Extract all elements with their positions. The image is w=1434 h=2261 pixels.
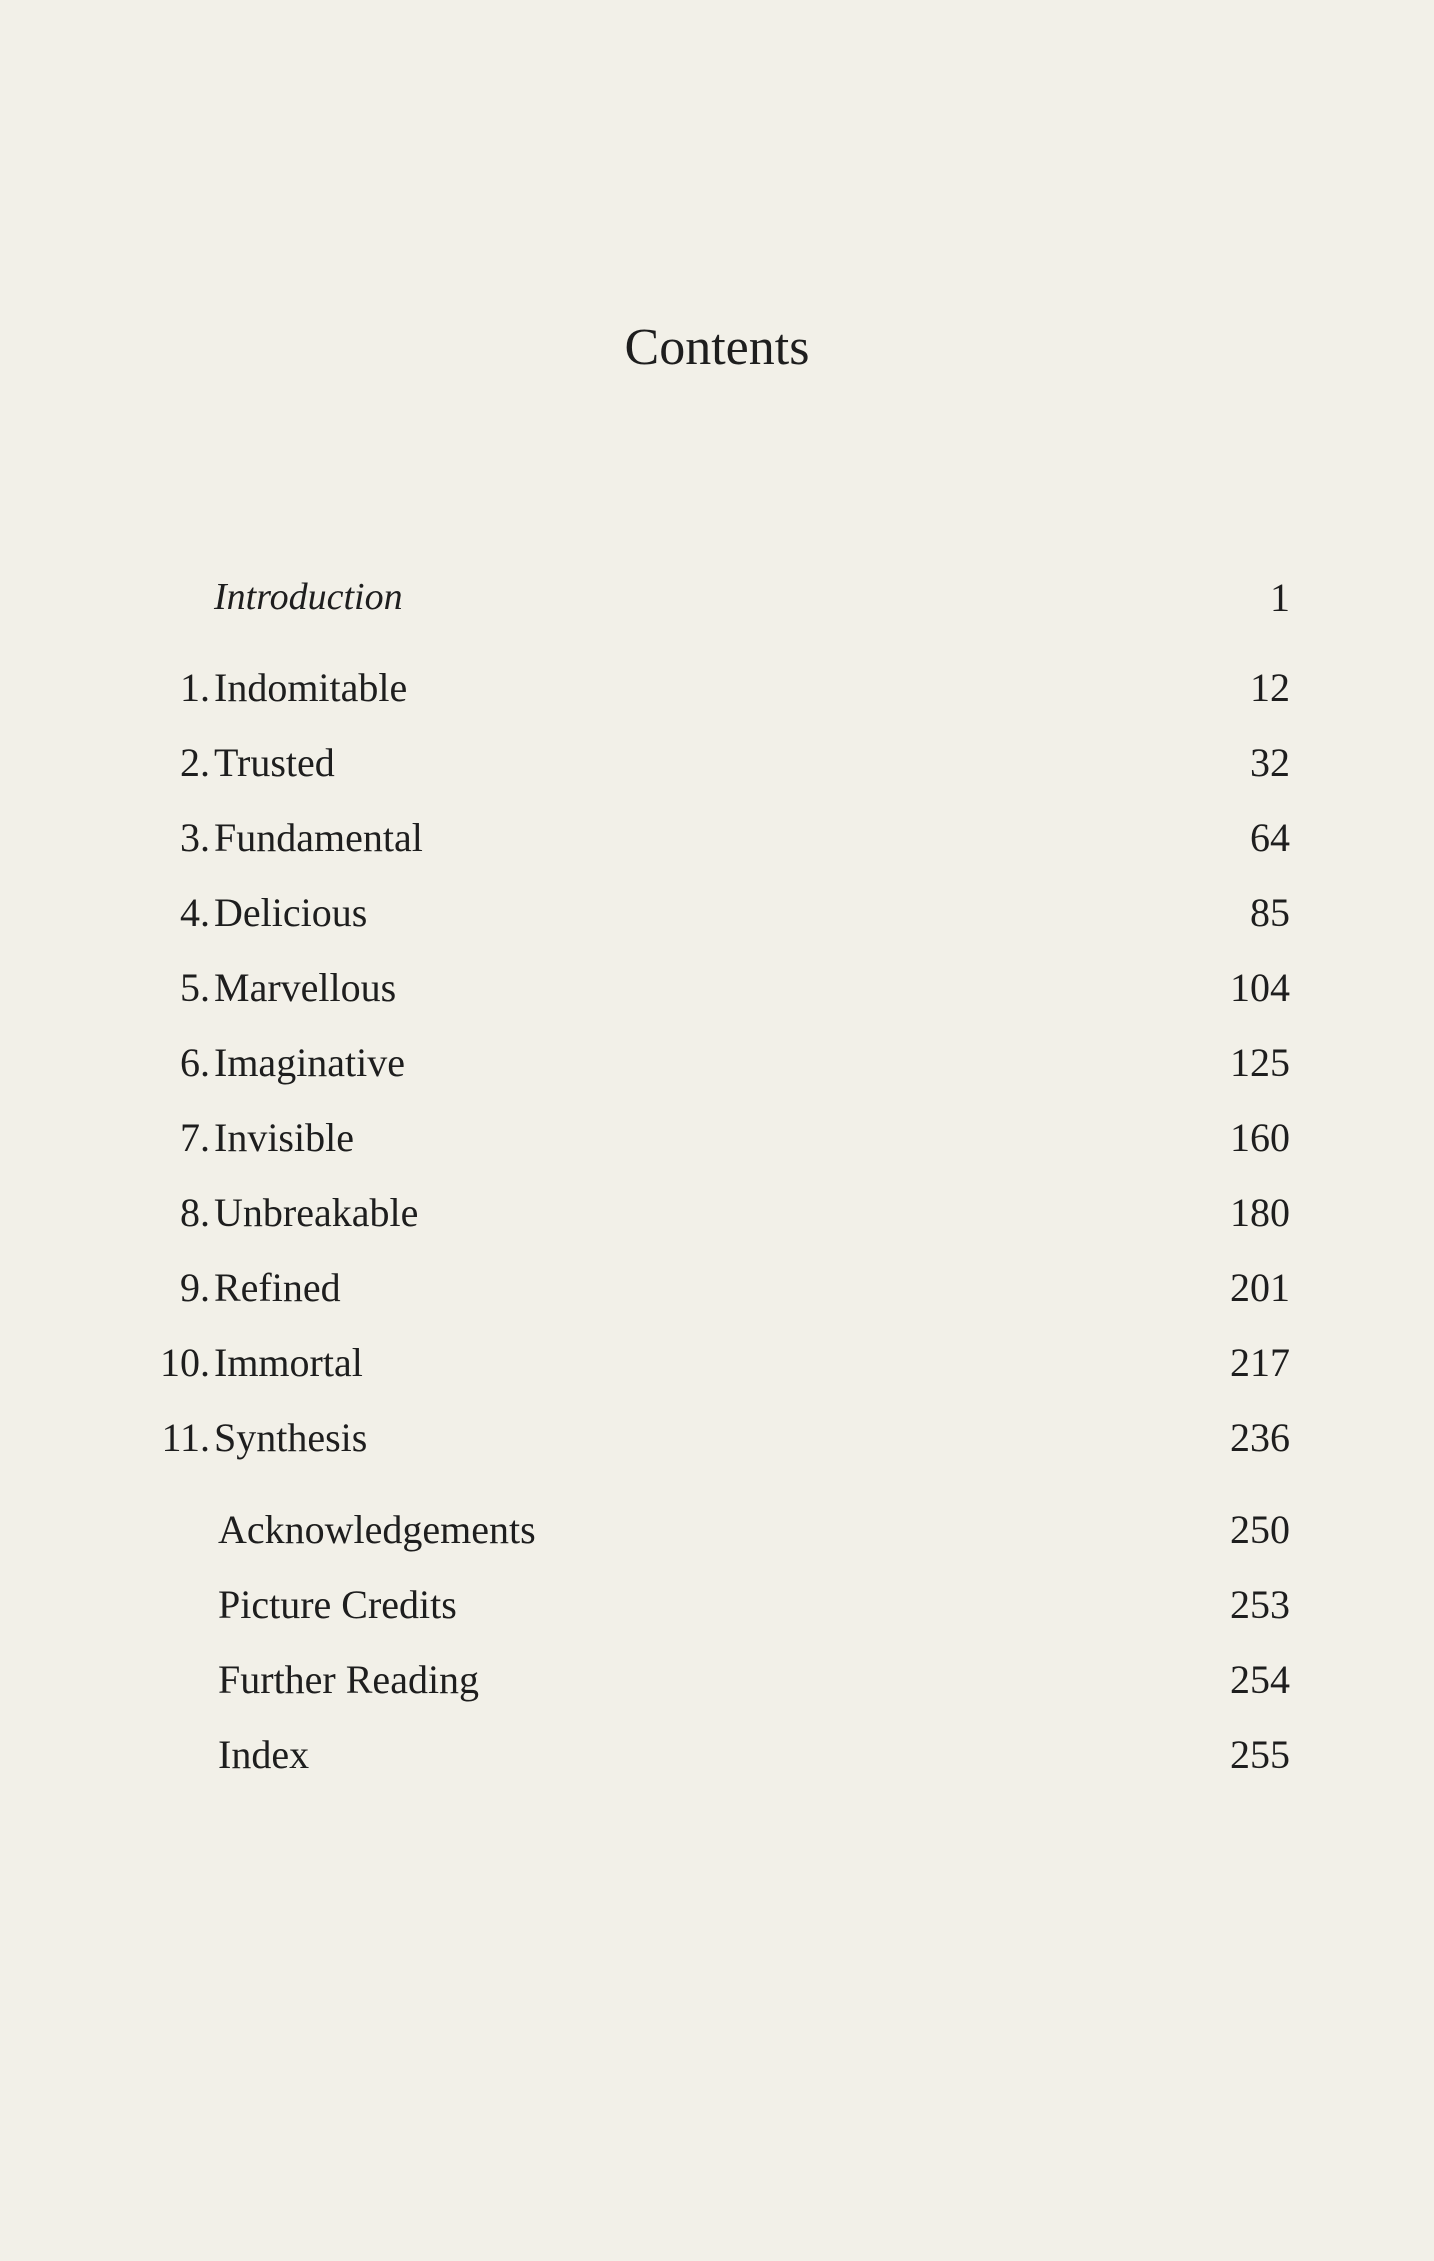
entry-page: 104 (1230, 965, 1290, 1010)
entry-title: Imaginative (214, 1040, 406, 1085)
chapter-number: 11. (161, 1415, 210, 1460)
toc-entry-backmatter (150, 1642, 1290, 1717)
entry-page: 125 (1230, 1040, 1290, 1085)
entry-page: 217 (1230, 1340, 1290, 1385)
entry-title: Unbreakable (214, 1190, 419, 1235)
chapter-number: 10. (160, 1340, 210, 1385)
entry-title: Acknowledgements (218, 1507, 536, 1552)
toc-entry-backmatter (150, 1717, 1290, 1792)
entry-title: Delicious (214, 890, 368, 935)
entry-page: 250 (1230, 1507, 1290, 1552)
entry-page: 85 (1250, 890, 1290, 935)
entry-title: Picture Credits (218, 1582, 457, 1627)
entry-page: 180 (1230, 1190, 1290, 1235)
page-title: Contents (624, 319, 810, 376)
entry-title: Invisible (214, 1115, 354, 1160)
entry-title: Indomitable (214, 665, 408, 710)
entry-page: 201 (1230, 1265, 1290, 1310)
toc-entry-backmatter (150, 1492, 1290, 1567)
toc-entry-chapter (150, 875, 1290, 950)
entry-page: 32 (1250, 740, 1290, 785)
chapter-number: 2. (180, 740, 210, 785)
entry-title: Introduction (214, 576, 403, 618)
chapter-number: 7. (180, 1115, 210, 1160)
toc-entry-chapter (150, 800, 1290, 875)
table-of-contents (150, 560, 1290, 1792)
toc-entry-chapter (150, 650, 1290, 725)
toc-entry-chapter (150, 1025, 1290, 1100)
entry-page: 64 (1250, 815, 1290, 860)
toc-entry-introduction (150, 560, 1290, 635)
toc-entry-chapter (150, 725, 1290, 800)
entry-page: 1 (1270, 575, 1290, 620)
entry-page: 160 (1230, 1115, 1290, 1160)
chapter-number: 8. (180, 1190, 210, 1235)
entry-page: 255 (1230, 1732, 1290, 1777)
toc-entry-chapter (150, 1400, 1290, 1475)
toc-entry-chapter (150, 1100, 1290, 1175)
chapter-number: 9. (180, 1265, 210, 1310)
toc-entry-chapter (150, 950, 1290, 1025)
entry-title: Further Reading (218, 1657, 480, 1702)
toc-entry-backmatter (150, 1567, 1290, 1642)
entry-title: Refined (214, 1265, 341, 1310)
chapter-number: 1. (180, 665, 210, 710)
toc-entry-chapter (150, 1250, 1290, 1325)
entry-title: Trusted (214, 740, 335, 785)
chapter-number: 3. (180, 815, 210, 860)
chapter-number: 4. (180, 890, 210, 935)
chapter-number: 6. (180, 1040, 210, 1085)
entry-page: 236 (1230, 1415, 1290, 1460)
entry-page: 12 (1250, 665, 1290, 710)
entry-title: Immortal (214, 1340, 363, 1385)
entry-page: 254 (1230, 1657, 1290, 1702)
entry-title: Marvellous (214, 965, 397, 1010)
entry-title: Fundamental (214, 815, 423, 860)
toc-entry-chapter (150, 1175, 1290, 1250)
entry-title: Index (218, 1732, 310, 1777)
toc-entry-chapter (150, 1325, 1290, 1400)
entry-title: Synthesis (214, 1415, 368, 1460)
entry-page: 253 (1230, 1582, 1290, 1627)
chapter-number: 5. (180, 965, 210, 1010)
